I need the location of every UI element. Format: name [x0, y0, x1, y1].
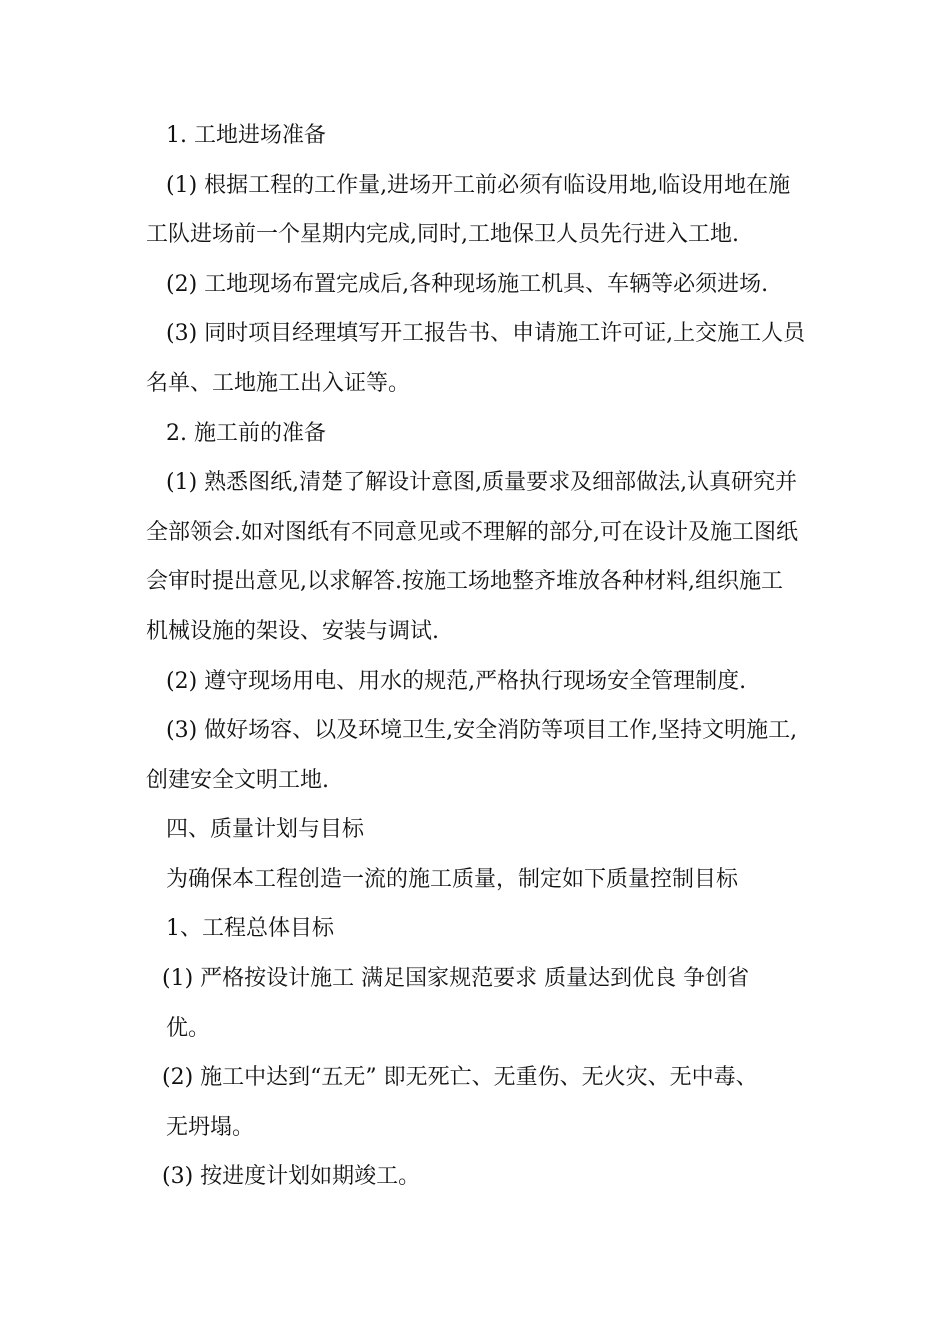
paragraph-line: 优。 [166, 1016, 211, 1041]
paragraph-line: (2) 工地现场布置完成后,各种现场施工机具、车辆等必须进场. [166, 272, 769, 297]
paragraph-line: (1) 熟悉图纸,清楚了解设计意图,质量要求及细部做法,认真研究并 [166, 470, 798, 495]
paragraph-line: 机械设施的架设、安装与调试. [146, 619, 439, 644]
section-heading-site-entry: 1. 工地进场准备 [166, 123, 326, 148]
paragraph-line: 全部领会.如对图纸有不同意见或不理解的部分,可在设计及施工图纸 [146, 520, 798, 545]
paragraph-line: 无坍塌。 [166, 1115, 255, 1140]
section-heading-overall-goals: 1、工程总体目标 [166, 916, 334, 941]
paragraph-line: (1) 根据工程的工作量,进场开工前必须有临设用地,临设用地在施 [166, 173, 791, 198]
paragraph-line: (3) 同时项目经理填写开工报告书、申请施工许可证,上交施工人员 [166, 321, 806, 346]
paragraph-line: 工队进场前一个星期内完成,同时,工地保卫人员先行进入工地. [146, 222, 739, 247]
paragraph-line: (3) 做好场容、以及环境卫生,安全消防等项目工作,坚持文明施工, [166, 718, 798, 743]
paragraph-line: 创建安全文明工地. [146, 768, 329, 793]
paragraph-line: 为确保本工程创造一流的施工质量，制定如下质量控制目标 [166, 867, 739, 892]
section-heading-quality-plan: 四、质量计划与目标 [166, 817, 365, 842]
paragraph-line: 会审时提出意见,以求解答.按施工场地整齐堆放各种材料,组织施工 [146, 569, 783, 594]
paragraph-line: (2) 施工中达到“五无” 即无死亡、无重伤、无火灾、无中毒、 [162, 1065, 758, 1090]
paragraph-line: (1) 严格按设计施工 满足国家规范要求 质量达到优良 争创省 [162, 966, 750, 991]
paragraph-line: 名单、工地施工出入证等。 [146, 371, 411, 396]
paragraph-line: (3) 按进度计划如期竣工。 [162, 1164, 421, 1189]
paragraph-line: (2) 遵守现场用电、用水的规范,严格执行现场安全管理制度. [166, 669, 747, 694]
section-heading-pre-construction: 2. 施工前的准备 [166, 421, 326, 446]
